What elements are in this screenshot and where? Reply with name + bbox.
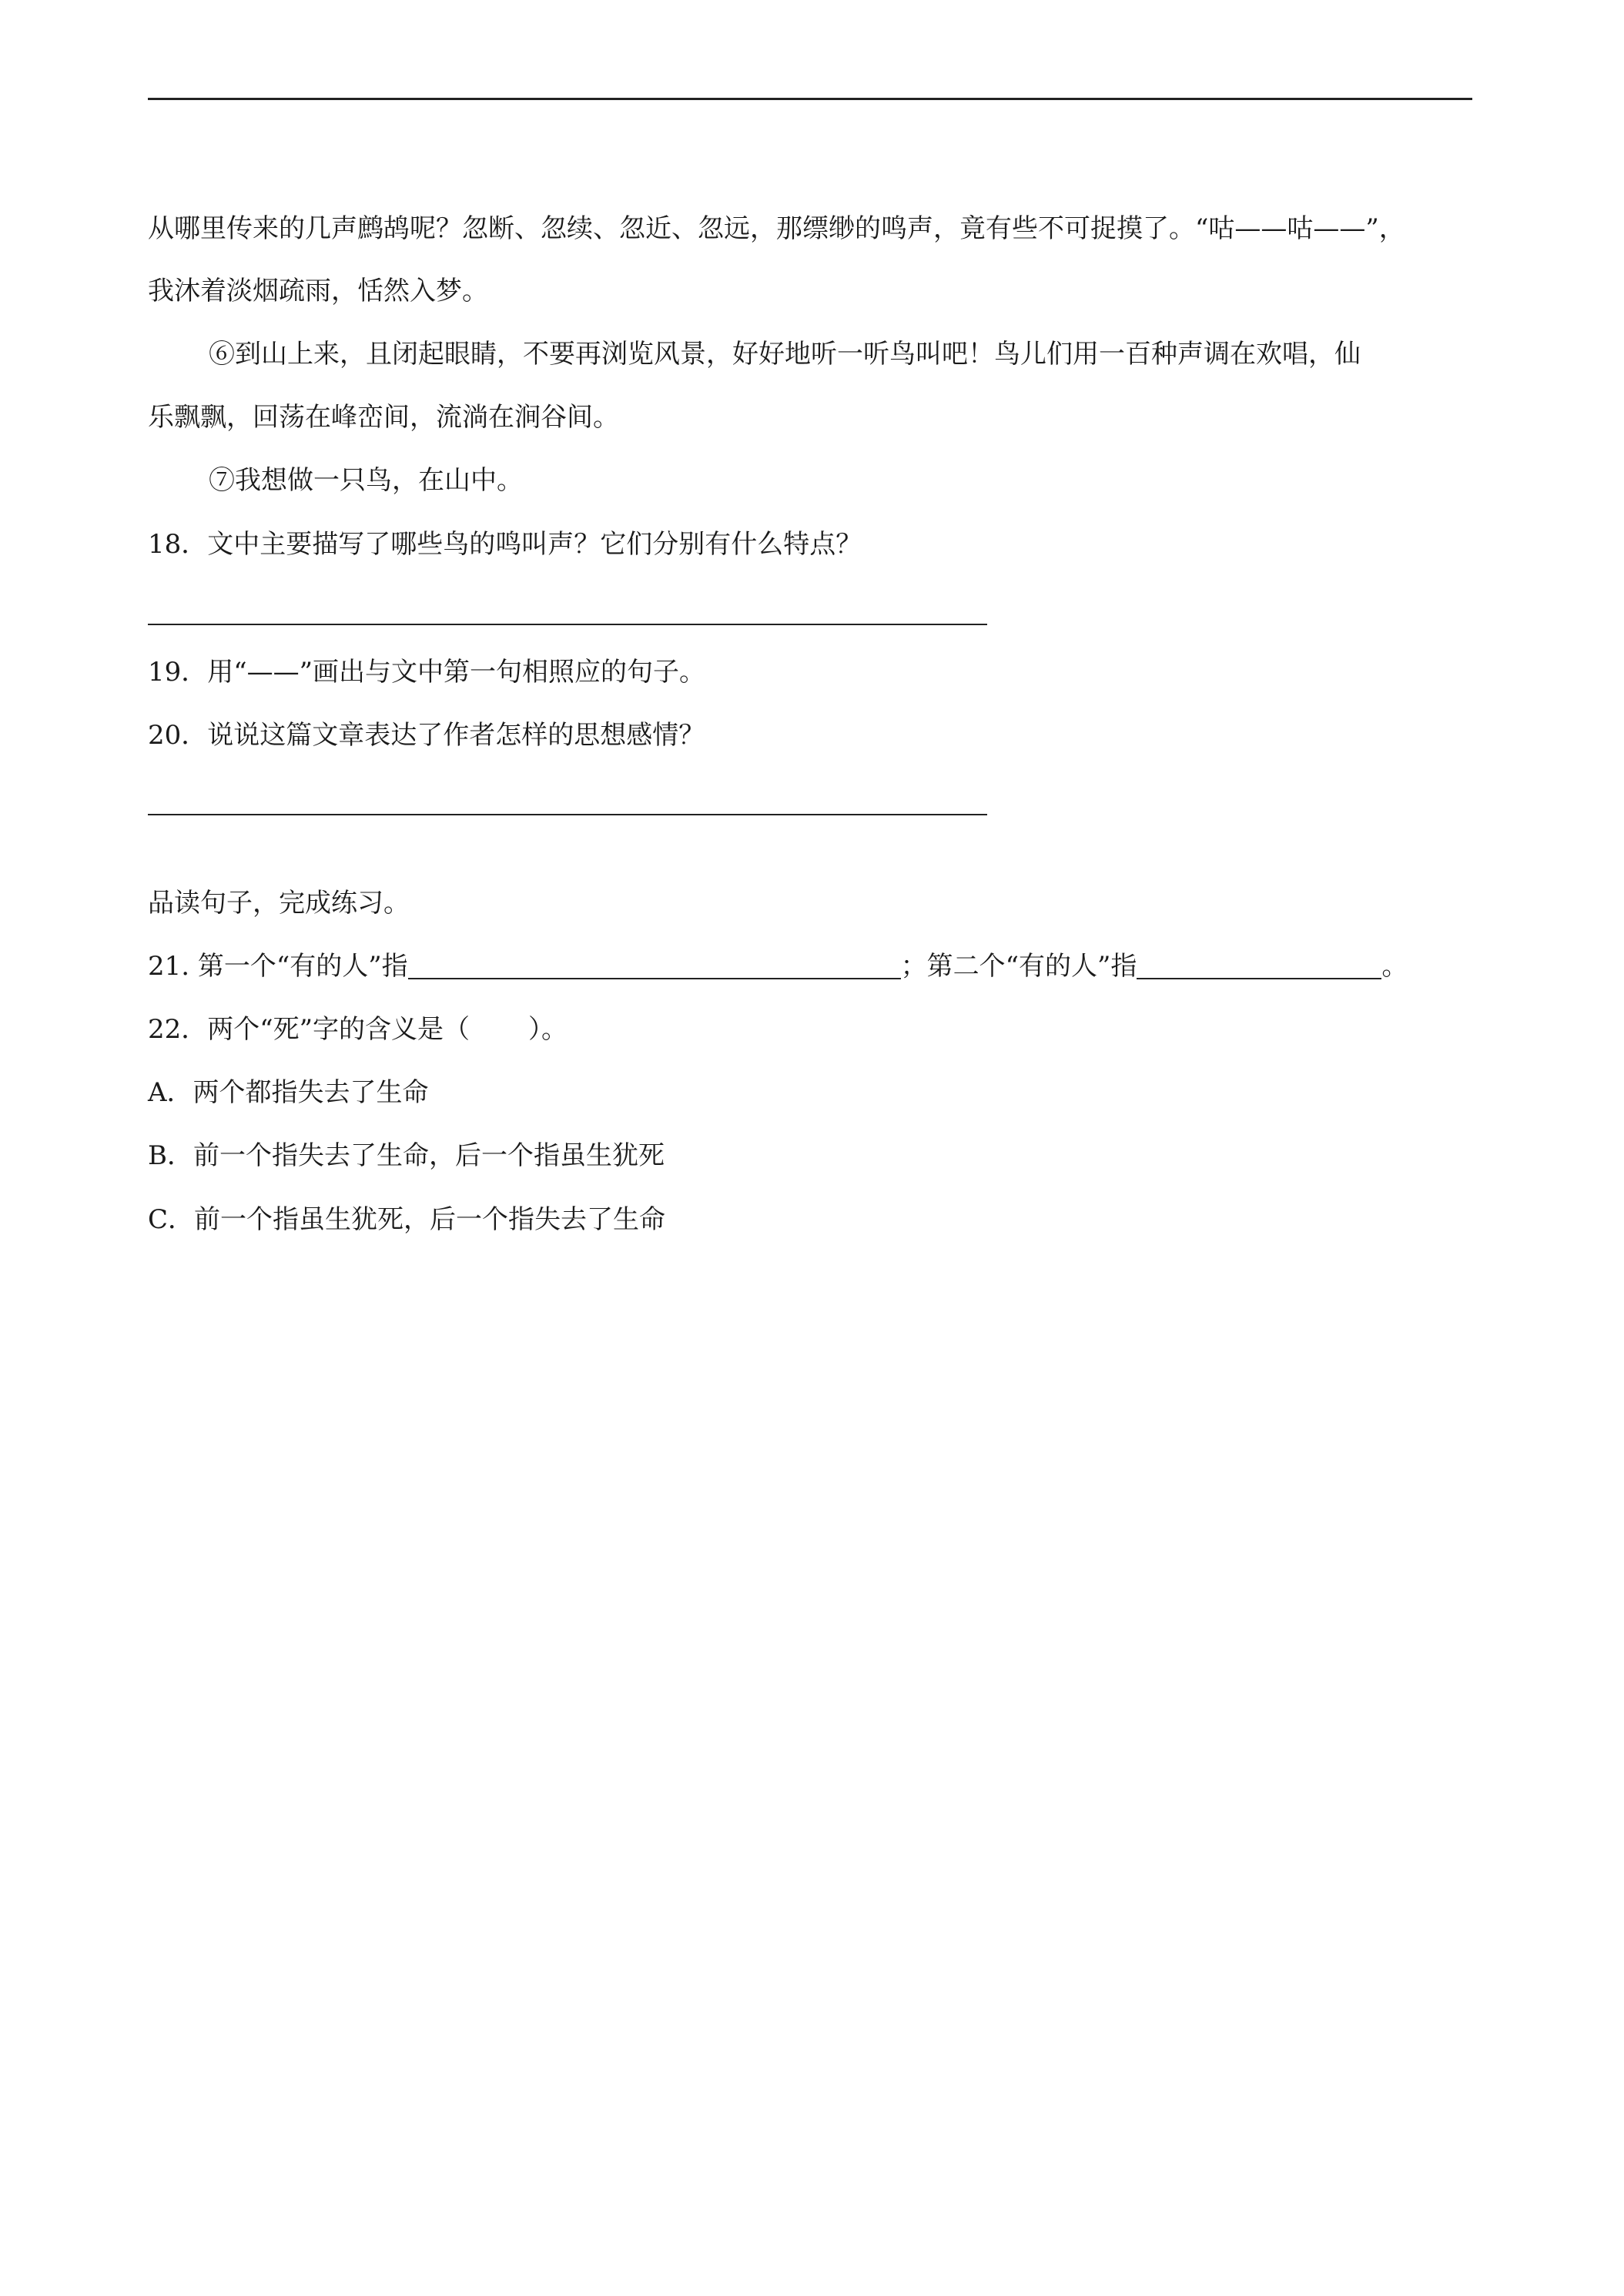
- passage-line-1: 从哪里传来的几声鹧鸪呢？忽断、忽续、忽近、忽远，那缥缈的鸣声，竟有些不可捉摸了。“咕——咕——”，: [148, 213, 1405, 244]
- answer-line-18[interactable]: [148, 624, 987, 625]
- q21-part2: ；第二个“有的人”指: [900, 951, 1137, 982]
- passage-para6-line-1: ⑥到山上来，且闭起眼睛，不要再浏览风景，好好地听一听鸟叫吧！鸟儿们用一百种声调在欢唱，仙: [209, 339, 1361, 370]
- q21-end: 。: [1381, 951, 1408, 982]
- question-21: [148, 949, 1408, 983]
- question-22: [148, 1012, 568, 1046]
- passage-para7: ⑦我想做一只鸟，在山中。: [209, 465, 523, 496]
- option-b[interactable]: B．前一个指失去了生命，后一个指虽生犹死: [148, 1140, 665, 1171]
- q21-blank-2[interactable]: [1137, 952, 1381, 979]
- question-18: 18．文中主要描写了哪些鸟的鸣叫声？它们分别有什么特点？: [148, 529, 862, 560]
- q21-part1: 21. 第一个“有的人”指: [148, 951, 408, 982]
- q21-blank-1[interactable]: [408, 952, 901, 979]
- header-rule: [148, 98, 1472, 100]
- option-a[interactable]: A．两个都指失去了生命: [148, 1077, 429, 1108]
- question-19: 19．用“——”画出与文中第一句相照应的句子。: [148, 657, 706, 688]
- q22-start: 22．两个“死”字的含义是（: [148, 1014, 470, 1045]
- section-instruction: 品读句子，完成练习。: [148, 888, 410, 919]
- option-c[interactable]: C．前一个指虽生犹死，后一个指失去了生命: [148, 1204, 666, 1235]
- question-20: 20．说说这篇文章表达了作者怎样的思想感情？: [148, 720, 705, 751]
- q22-end: ）。: [528, 1014, 568, 1045]
- passage-line-2: 我沐着淡烟疏雨，恬然入梦。: [148, 276, 488, 306]
- passage-para6-line-2: 乐飘飘，回荡在峰峦间，流淌在涧谷间。: [148, 402, 619, 433]
- answer-line-20[interactable]: [148, 814, 987, 815]
